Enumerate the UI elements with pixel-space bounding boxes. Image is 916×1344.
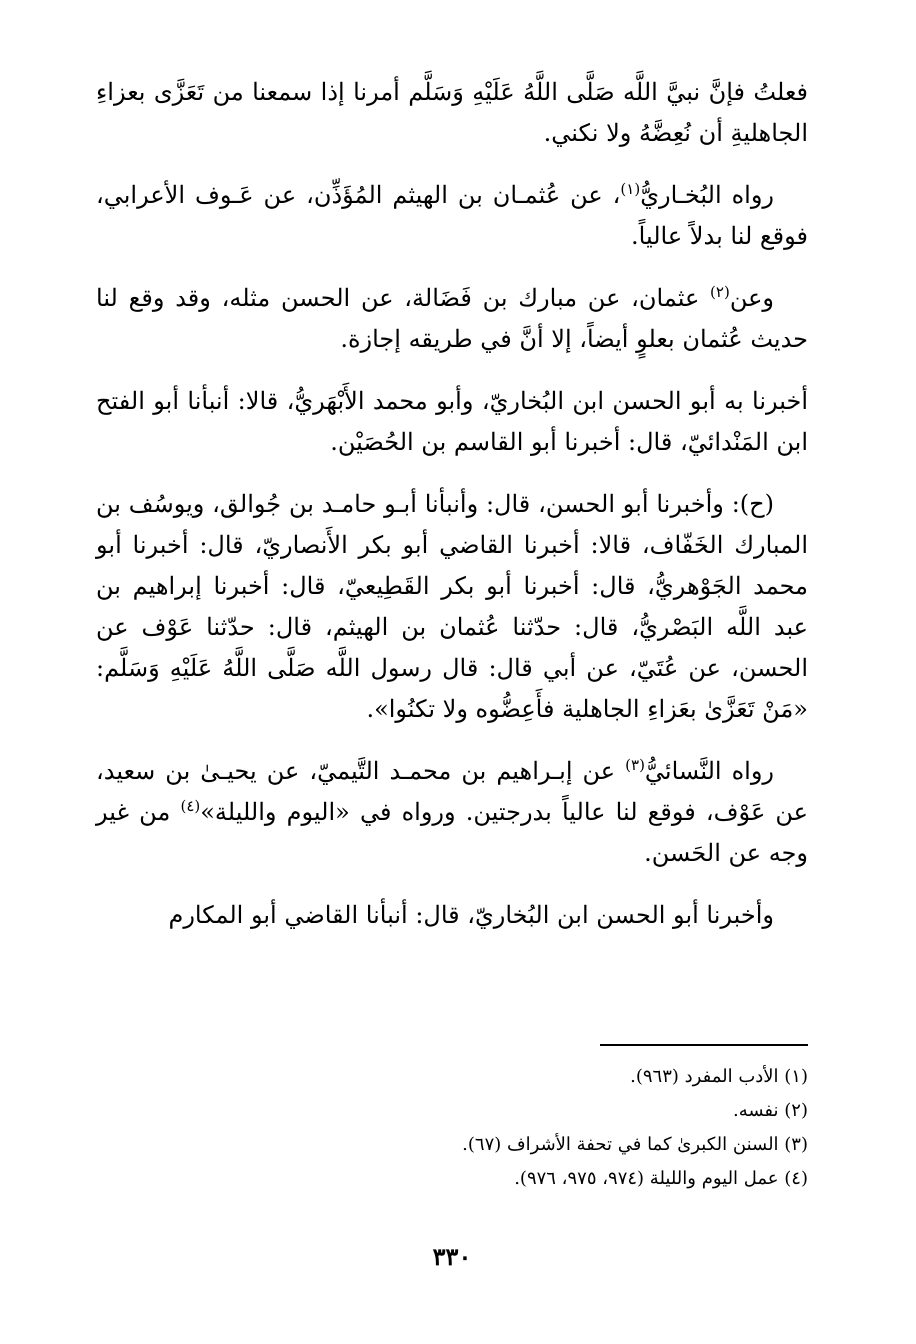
footnote-reference: (٤) bbox=[180, 797, 201, 815]
footnote: (٤) عمل اليوم والليلة (٩٧٤، ٩٧٥، ٩٧٦). bbox=[514, 1168, 808, 1189]
paragraph-text: ، عن عُثمـان بن الهيثم المُؤَذِّن، عن عَـوف الأعرابي، فوقع لنا بدلاً عالياً. bbox=[96, 181, 808, 250]
footnote: (٢) نفسه. bbox=[733, 1100, 808, 1121]
paragraph bbox=[96, 175, 808, 257]
paragraph bbox=[96, 895, 808, 936]
paragraph-text: عثمان، عن مبارك بن فَضَالة، عن الحسن مثله، وقد وقع لنا حديث عُثمان بعلوٍ أيضاً، إلا أنَّ في طريقه إجازة. bbox=[96, 284, 808, 353]
paragraph-text: عن إبـراهيم بن محمـد التَّيميّ، عن يحيـىٰ بن سعيد، عن عَوْف، فوقع لنا عالياً بدرجتين. ورواه في «اليوم والليلة» bbox=[96, 757, 808, 826]
paragraph-text: رواه النَّسائيُّ bbox=[644, 757, 774, 785]
page-number: ٣٣٠ bbox=[432, 1242, 472, 1271]
paragraph bbox=[96, 72, 808, 154]
footnote: (١) الأدب المفرد (٩٦٣). bbox=[630, 1066, 808, 1087]
paragraph-text: أخبرنا به أبو الحسن ابن البُخاريّ، وأبو محمد الأَبْهَريُّ، قالا: أنبأنا أبو الفتح ابن المَنْدائيّ، قال: أخبرنا أبو القاسم بن الحُصَيْن. bbox=[96, 387, 808, 456]
book-page bbox=[96, 72, 808, 1322]
paragraph bbox=[96, 278, 808, 360]
paragraph bbox=[96, 751, 808, 874]
paragraph-text: وأخبرنا أبو الحسن ابن البُخاريّ، قال: أنبأنا القاضي أبو المكارم bbox=[168, 901, 774, 929]
footnote-reference: (١) bbox=[620, 180, 641, 198]
paragraph-text: (ح): وأخبرنا أبو الحسن، قال: وأنبأنا أبـو حامـد بن جُوالق، ويوسُف بن المبارك الخَفّاف، قالا: أخبرنا القاضي أبو بكر الأَنصاريّ، قال: أخبرنا أبو محمد الجَوْهريُّ، قال: أخبرنا أبو بكر القَطِيعيّ، قال: أخبرنا إبراهيم بن عبد اللَّه البَصْريُّ، قال: حدّثنا عُثمان بن الهيثم، قال: حدّثنا عَوْف عن الحسن، عن عُتَيّ، عن أبي قال: قال رسول اللَّه صَلَّى اللَّهُ عَلَيْهِ وَسَلَّم: «مَنْ تَعَزَّىٰ بعَزاءِ الجاهلية فأَعِضُّوه ولا تكنُوا». bbox=[96, 490, 808, 723]
footnote-reference: (٢) bbox=[710, 283, 730, 301]
footnote: (٣) السنن الكبرىٰ كما في تحفة الأشراف (٦٧). bbox=[462, 1134, 808, 1155]
footnotes bbox=[96, 1060, 808, 1196]
paragraph-text: وعن bbox=[729, 284, 774, 312]
footnote-reference: (٣) bbox=[625, 756, 645, 774]
paragraph bbox=[96, 381, 808, 463]
paragraph bbox=[96, 484, 808, 730]
main-text bbox=[96, 72, 808, 936]
paragraph-text: رواه البُخـاريُّ bbox=[640, 181, 774, 209]
paragraph-text: فعلتُ فإنَّ نبيَّ اللَّه صَلَّى اللَّهُ عَلَيْهِ وَسَلَّم أمرنا إذا سمعنا من تَعَزَّى بعزاءِ الجاهليةِ أن نُعِضَّهُ ولا نكني. bbox=[96, 78, 808, 147]
paragraph-text: من غير وجه عن الحَسن. bbox=[96, 798, 808, 867]
footnote-separator bbox=[600, 1044, 808, 1046]
